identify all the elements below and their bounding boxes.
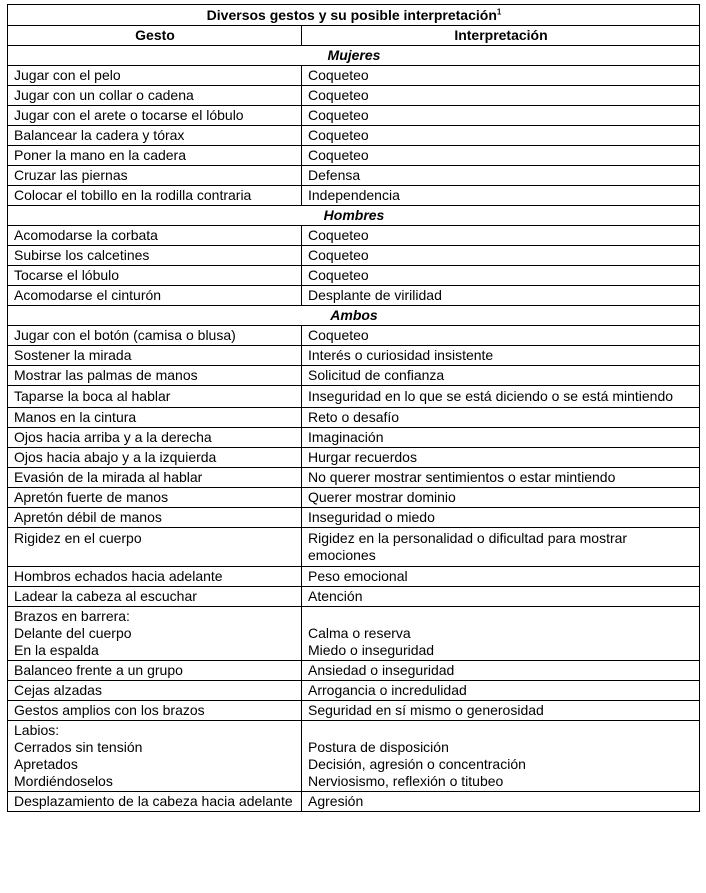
interpretation-cell [302, 428, 700, 448]
gesture-cell [8, 166, 302, 186]
table-row [8, 66, 700, 86]
table-row [8, 428, 700, 448]
interpretation-text: Coqueteo [308, 87, 369, 103]
interpretation-text: Nerviosismo, reflexión o titubeo [308, 773, 504, 789]
interpretation-text: Agresión [308, 793, 364, 809]
interpretation-text: Independencia [308, 187, 400, 203]
gesture-text: Cejas alzadas [14, 682, 102, 698]
interpretation-cell [302, 266, 700, 286]
interpretation-text: Defensa [308, 167, 361, 183]
interpretation-cell [302, 508, 700, 528]
interpretation-text: Postura de disposición [308, 739, 449, 755]
table-row [8, 126, 700, 146]
gesture-text: Desplazamiento de la cabeza hacia adelante [14, 793, 293, 809]
gesture-text: Apretados [14, 756, 78, 772]
table-row [8, 186, 700, 206]
gesture-cell [8, 126, 302, 146]
gesture-cell [8, 66, 302, 86]
table-row [8, 661, 700, 681]
interpretation-text: Reto o desafío [308, 409, 400, 425]
interpretation-cell [302, 326, 700, 346]
footnote-mark: 1 [496, 7, 502, 17]
table-row [8, 508, 700, 528]
interpretation-text: Hurgar recuerdos [308, 449, 417, 465]
table-row [8, 607, 700, 661]
gesture-text: Apretón débil de manos [14, 509, 162, 525]
interpretation-text: Coqueteo [308, 247, 369, 263]
table-row [8, 286, 700, 306]
interpretation-text: No querer mostrar sentimientos o estar mintiendo [308, 469, 616, 485]
interpretation-cell [302, 607, 700, 661]
gesture-cell [8, 681, 302, 701]
gesture-cell [8, 106, 302, 126]
section-row [8, 206, 700, 226]
table-row [8, 226, 700, 246]
interpretation-text: Inseguridad o miedo [308, 509, 435, 525]
column-header-interpretation: Interpretación [302, 26, 700, 46]
table-row [8, 488, 700, 508]
interpretation-cell [302, 106, 700, 126]
table-row [8, 587, 700, 607]
interpretation-text: Peso emocional [308, 568, 408, 584]
table-row [8, 346, 700, 366]
gesture-cell [8, 226, 302, 246]
interpretation-cell [302, 386, 700, 408]
interpretation-cell [302, 246, 700, 266]
section-title: Mujeres [8, 46, 700, 66]
interpretation-cell [302, 146, 700, 166]
table-title-cell [8, 5, 700, 26]
gesture-text: Delante del cuerpo [14, 625, 132, 641]
gesture-cell [8, 286, 302, 306]
interpretation-cell [302, 701, 700, 721]
gesture-cell [8, 346, 302, 366]
interpretation-text: Coqueteo [308, 327, 369, 343]
table-row [8, 146, 700, 166]
interpretation-cell [302, 528, 700, 567]
gesture-text: Subirse los calcetines [14, 247, 150, 263]
gesture-text: Taparse la boca al hablar [14, 388, 171, 404]
interpretation-text: Calma o reserva [308, 625, 411, 641]
interpretation-text: Coqueteo [308, 227, 369, 243]
gesture-cell [8, 266, 302, 286]
interpretation-cell [302, 366, 700, 386]
gesture-cell [8, 701, 302, 721]
gesture-cell [8, 661, 302, 681]
table-row [8, 166, 700, 186]
interpretation-text: Inseguridad en lo que se está diciendo o se está mintiendo [308, 388, 674, 404]
table-row [8, 528, 700, 567]
interpretation-text: Coqueteo [308, 107, 369, 123]
table-row [8, 701, 700, 721]
gesture-cell [8, 146, 302, 166]
title-row [8, 5, 700, 26]
interpretation-cell [302, 166, 700, 186]
interpretation-text: Coqueteo [308, 67, 369, 83]
gesture-cell [8, 792, 302, 812]
section-row [8, 306, 700, 326]
table-row [8, 246, 700, 266]
gesture-text: Colocar el tobillo en la rodilla contraria [14, 187, 252, 203]
interpretation-text: Ansiedad o inseguridad [308, 662, 455, 678]
interpretation-cell [302, 661, 700, 681]
table-row [8, 567, 700, 587]
gesture-cell [8, 607, 302, 661]
table-row [8, 326, 700, 346]
gesture-text: Jugar con el botón (camisa o blusa) [14, 327, 236, 343]
gesture-text: Labios: [14, 722, 60, 738]
gesture-text: Sostener la mirada [14, 347, 132, 363]
gestures-table-container [7, 4, 699, 812]
table-row [8, 386, 700, 408]
gesture-text: En la espalda [14, 642, 99, 658]
gesture-text: Mordiéndoselos [14, 773, 113, 789]
gesture-text: Tocarse el lóbulo [14, 267, 120, 283]
gesture-text: Jugar con un collar o cadena [14, 87, 194, 103]
interpretation-text: Desplante de virilidad [308, 287, 442, 303]
interpretation-text: Interés o curiosidad insistente [308, 347, 494, 363]
column-header-gesture: Gesto [8, 26, 302, 46]
interpretation-cell [302, 721, 700, 792]
gesture-cell [8, 366, 302, 386]
interpretation-cell [302, 186, 700, 206]
interpretation-cell [302, 226, 700, 246]
gesture-cell [8, 448, 302, 468]
table-row [8, 106, 700, 126]
gesture-cell [8, 488, 302, 508]
section-title: Hombres [8, 206, 700, 226]
gesture-text: Ojos hacia arriba y a la derecha [14, 429, 212, 445]
interpretation-cell [302, 126, 700, 146]
gesture-text: Acomodarse el cinturón [14, 287, 162, 303]
interpretation-text: Querer mostrar dominio [308, 489, 456, 505]
table-row [8, 408, 700, 428]
column-header-row [8, 26, 700, 46]
gesture-cell [8, 326, 302, 346]
gesture-text: Poner la mano en la cadera [14, 147, 186, 163]
table-row [8, 366, 700, 386]
interpretation-text: Miedo o inseguridad [308, 642, 435, 658]
interpretation-text: Seguridad en sí mismo o generosidad [308, 702, 544, 718]
gesture-cell [8, 186, 302, 206]
table-body [8, 46, 700, 812]
gesture-text: Ladear la cabeza al escuchar [14, 588, 197, 604]
interpretation-cell [302, 587, 700, 607]
interpretation-text: Decisión, agresión o concentración [308, 756, 526, 772]
interpretation-text: Rigidez en la personalidad o dificultad para mostrar emociones [308, 530, 628, 563]
interpretation-text: Arrogancia o incredulidad [308, 682, 467, 698]
interpretation-cell [302, 681, 700, 701]
interpretation-text: Coqueteo [308, 127, 369, 143]
interpretation-cell [302, 488, 700, 508]
gesture-cell [8, 567, 302, 587]
gesture-text: Evasión de la mirada al hablar [14, 469, 203, 485]
interpretation-text: Coqueteo [308, 147, 369, 163]
table-row [8, 468, 700, 488]
gesture-cell [8, 386, 302, 408]
gesture-text: Mostrar las palmas de manos [14, 367, 198, 383]
gesture-text: Gestos amplios con los brazos [14, 702, 205, 718]
gesture-cell [8, 246, 302, 266]
gesture-cell [8, 508, 302, 528]
interpretation-text [308, 722, 694, 739]
table-row [8, 681, 700, 701]
gestures-table [7, 4, 700, 812]
gesture-text: Hombros echados hacia adelante [14, 568, 223, 584]
gesture-cell [8, 528, 302, 567]
gesture-cell [8, 721, 302, 792]
table-row [8, 792, 700, 812]
gesture-cell [8, 468, 302, 488]
interpretation-text: Atención [308, 588, 363, 604]
gesture-cell [8, 86, 302, 106]
interpretation-cell [302, 66, 700, 86]
interpretation-text [308, 608, 694, 625]
interpretation-text: Solicitud de confianza [308, 367, 445, 383]
interpretation-cell [302, 86, 700, 106]
gesture-text: Balancear la cadera y tórax [14, 127, 185, 143]
interpretation-text: Coqueteo [308, 267, 369, 283]
interpretation-text: Imaginación [308, 429, 384, 445]
gesture-cell [8, 587, 302, 607]
section-row [8, 46, 700, 66]
gesture-text: Apretón fuerte de manos [14, 489, 169, 505]
section-title: Ambos [8, 306, 700, 326]
gesture-text: Brazos en barrera: [14, 608, 130, 624]
interpretation-cell [302, 408, 700, 428]
gesture-text: Cruzar las piernas [14, 167, 128, 183]
gesture-cell [8, 428, 302, 448]
gesture-cell [8, 408, 302, 428]
gesture-text: Balanceo frente a un grupo [14, 662, 183, 678]
table-title: Diversos gestos y su posible interpretación [206, 7, 497, 23]
gesture-text: Acomodarse la corbata [14, 227, 158, 243]
table-row [8, 86, 700, 106]
table-row [8, 266, 700, 286]
interpretation-cell [302, 792, 700, 812]
gesture-text: Cerrados sin tensión [14, 739, 143, 755]
interpretation-cell [302, 567, 700, 587]
gesture-text: Jugar con el pelo [14, 67, 121, 83]
gesture-text: Rigidez en el cuerpo [14, 530, 142, 546]
table-row [8, 721, 700, 792]
interpretation-cell [302, 468, 700, 488]
interpretation-cell [302, 286, 700, 306]
gesture-text: Ojos hacia abajo y a la izquierda [14, 449, 217, 465]
gesture-text: Manos en la cintura [14, 409, 137, 425]
interpretation-cell [302, 448, 700, 468]
gesture-text: Jugar con el arete o tocarse el lóbulo [14, 107, 244, 123]
interpretation-cell [302, 346, 700, 366]
table-row [8, 448, 700, 468]
